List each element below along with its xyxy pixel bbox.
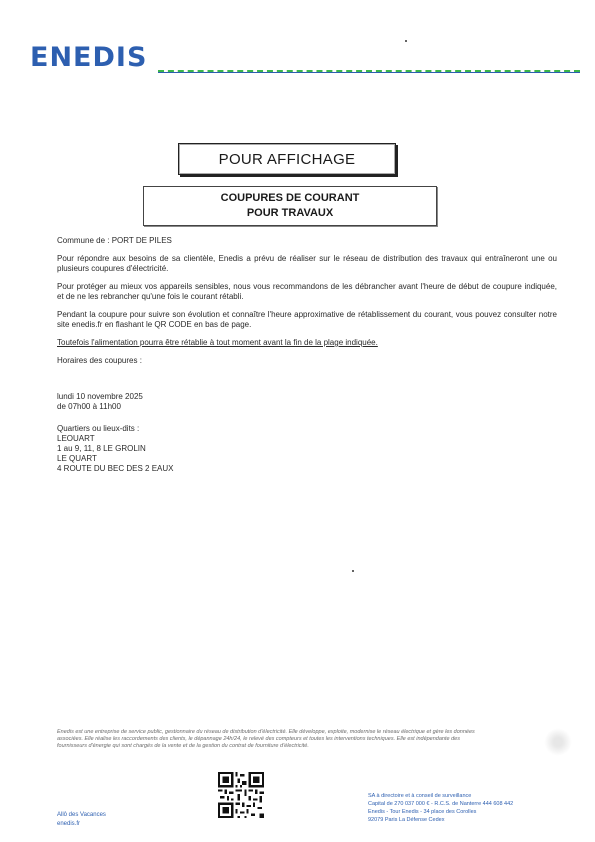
horaires-label: Horaires des coupures : (57, 356, 142, 365)
footer-left (57, 811, 106, 829)
scan-speck (405, 40, 407, 42)
commune-line: Commune de : PORT DE PILES (57, 236, 172, 245)
footer-company-info (368, 792, 558, 824)
footer-company-line: Enedis - Tour Enedis - 34 place des Corolles (368, 809, 477, 815)
schedule-block (57, 392, 557, 412)
footer-left-line: Allô des Vacances (57, 812, 106, 818)
quartier-item: LE QUART (57, 454, 97, 463)
footer-company-line: Capital de 270 037 000 € - R.C.S. de Nanterre 444 608 442 (368, 801, 514, 807)
notice-title: POUR AFFICHAGE (218, 150, 356, 168)
scan-speck (352, 570, 354, 572)
quartier-item: 1 au 9, 11, 8 LE GROLIN (57, 444, 146, 453)
footer-company-line: 92079 Paris La Défense Cedex (368, 817, 445, 823)
footer-legal-line: Enedis est une entreprise de service public, gestionnaire du réseau de distribution d'électricité. Elle développe, exploite, modernise le réseau électrique et gère les données (57, 729, 475, 735)
footer-website-link[interactable]: enedis.fr (57, 821, 81, 827)
quartiers-block (57, 424, 557, 474)
quartier-item: LEOUART (57, 434, 95, 443)
notice-subtitle-line2: POUR TRAVAUX (246, 207, 334, 219)
schedule-time: de 07h00 à 11h00 (57, 402, 121, 411)
footer-legal-line: fournisseurs d'énergie qui sont chargés de la vente et de la gestion du contrat de fourniture d'électricité. (57, 743, 309, 749)
notice-body (57, 236, 557, 474)
notice-subtitle-line1: COUPURES DE COURANT (220, 192, 360, 204)
footer-legal-text (57, 729, 557, 750)
paragraph-protection: Pour protéger au mieux vos appareils sensibles, nous vous recommandons de les débrancher avant l'heure de début de coupure indiquée, et de ne les rebrancher qu'une fois le courant rétabli. (57, 282, 557, 301)
footer-legal-line: associées. Elle réalise les raccordements des clients, le dépannage 24h/24, le relevé des compteurs et toutes les interventions techniques. Elle est indépendante des (57, 736, 460, 742)
paragraph-restoration-note: Toutefois l'alimentation pourra être rétablie à tout moment avant la fin de la plage indiquée. (57, 338, 378, 347)
notice-title-box (178, 143, 396, 175)
paragraph-follow-up: Pendant la coupure pour suivre son évolution et connaître l'heure approximative de rétablissement du courant, vous pouvez consulter notre site enedis.fr en flashant le QR CODE en bas de page. (57, 310, 557, 329)
footer-company-line: SA à directoire et à conseil de surveillance (368, 793, 472, 799)
paragraph-purpose: Pour répondre aux besoins de sa clientèle, Enedis a prévu de réaliser sur le réseau de distribution des travaux qui entraîneront une ou plusieurs coupures d'électricité. (57, 254, 557, 273)
logo-divider-blue (158, 72, 580, 73)
schedule-date: lundi 10 novembre 2025 (57, 392, 143, 401)
enedis-logo: ENEDIS (30, 42, 148, 73)
qr-code-icon[interactable] (218, 772, 264, 818)
quartiers-label: Quartiers ou lieux-dits : (57, 424, 140, 433)
quartier-item: 4 ROUTE DU BEC DES 2 EAUX (57, 464, 174, 473)
notice-subtitle-box (143, 186, 437, 226)
